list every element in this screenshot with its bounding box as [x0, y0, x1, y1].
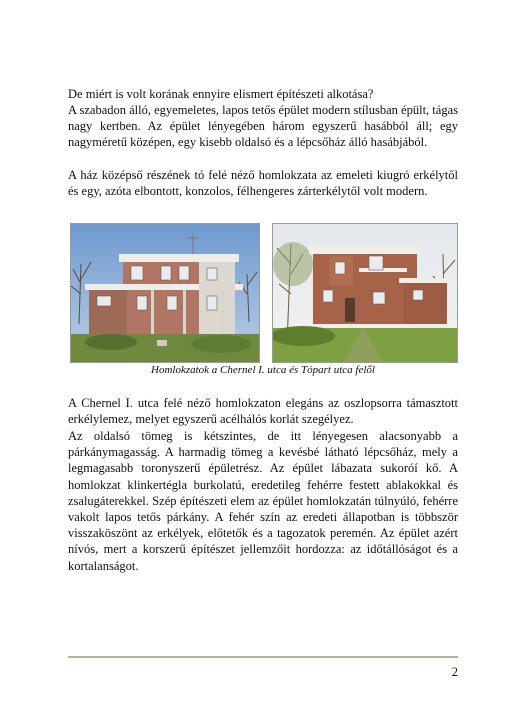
footer-rule [68, 656, 458, 658]
page-number: 2 [451, 665, 458, 679]
villa-photo-right [273, 224, 457, 362]
intro-question: De miért is volt korának ennyire elismert építészeti alkotása? [68, 87, 374, 101]
body-paragraph-2: Az oldalsó tömeg is kétszintes, de itt lényegesen alacsonyabb a párkánymagasság. A harmadig tömeg a kevésbé látható lépcsőház, mely a legmagasabb toronyszerű épületrész. Az épület lábazata sukoróí kő. A homlokzat klinkertégla burkolatú, eredetileg fehérre festett ablakokkal és zsalugáterekkel. Szép építészeti elem az épület homlokzatán túlnyúló, fehérre vakolt lapos tetős párkány. A fehér szín az eredeti állapotban is többször visszaköszönt az erkélyek, előtetők és a tagozatok peremén. Az épület azért nívós, mert a korszerű építészet jellemzőit hordozza: az időtállóságot és a kortalanságot. [68, 429, 458, 573]
photo-topart-facade [272, 223, 458, 363]
intro-paragraph-1: A szabadon álló, egyemeletes, lapos tetős épület modern stílusban épült, tágas nagy kertben. Az épület lényegében három egyszerű hasábból áll; egy nagyméretű középen, egy kisebb oldalsó és a lépcsőház álló hasábjából. [68, 103, 458, 150]
villa-photo-left [71, 224, 259, 362]
intro-paragraph-2: A ház középső részének tó felé néző homlokzata az emeleti kiugró erkélytől és egy, azóta elbontott, konzolos, félhengeres zárterkélytől volt modern. [68, 168, 458, 199]
figure-caption: Homlokzatok a Chernel I. utca és Tópart utca felől [151, 364, 375, 376]
photo-chernel-facade [70, 223, 260, 363]
body-paragraph-1: A Chernel I. utca felé néző homlokzaton elegáns az oszlopsorra támasztott erkélylemez, melyet egyszerű acélhálós korlát szegélyez. [68, 396, 458, 427]
